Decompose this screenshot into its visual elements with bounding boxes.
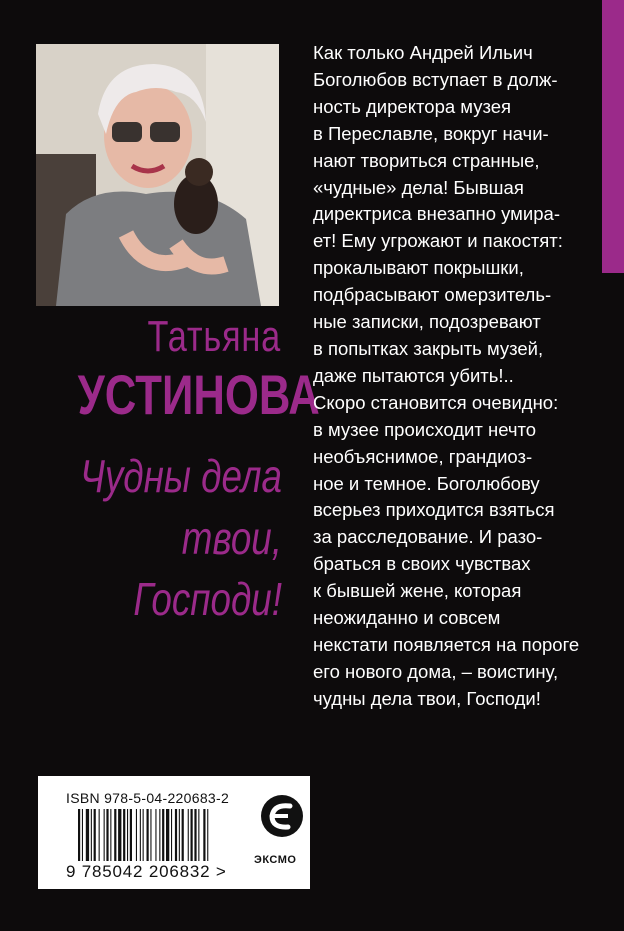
eksmo-logo-icon — [260, 794, 304, 838]
description-line: чудны дела твои, Господи! — [313, 687, 541, 709]
book-title-line-1: Чудны дела — [80, 450, 283, 502]
book-title-line-2: твои, — [181, 512, 282, 564]
description-line: браться в своих чувствах — [313, 553, 531, 575]
description-line: ет! Ему угрожают и пакостят: — [313, 230, 563, 252]
author-photo-illustration — [36, 44, 279, 306]
book-description — [313, 40, 593, 713]
description-line: в попытках закрыть музей, — [313, 337, 544, 359]
description-line: подбрасывают омерзитель- — [313, 284, 552, 306]
description-line: к бывшей жене, которая — [313, 580, 522, 602]
description-line: ность директора музея — [313, 95, 512, 117]
barcode-icon — [78, 809, 258, 861]
description-line: нают твориться странные, — [313, 149, 540, 171]
barcode-digits: 9 785042 206832 > — [66, 862, 227, 881]
description-line: его нового дома, – воистину, — [313, 660, 559, 682]
author-first-name: Татьяна — [147, 312, 281, 361]
description-line: Скоро становится очевидно: — [313, 391, 559, 413]
description-line: в музее происходит нечто — [313, 418, 537, 440]
description-line: Боголюбов вступает в долж- — [313, 68, 558, 90]
description-line: директриса внезапно умира- — [313, 203, 560, 225]
author-photo — [36, 44, 279, 306]
isbn-label: ISBN 978-5-04-220683-2 — [66, 790, 230, 806]
description-line: ные записки, подозревают — [313, 311, 541, 333]
description-line: «чудные» дела! Бывшая — [313, 176, 524, 198]
description-line: даже пытаются убить!.. — [313, 364, 514, 386]
spine-accent-strip — [602, 0, 624, 273]
description-line: за расследование. И разо- — [313, 526, 543, 548]
description-line: в Переславле, вокруг начи- — [313, 122, 549, 144]
author-last-name: УСТИНОВА — [77, 363, 320, 426]
description-line: всерьез приходится взяться — [313, 499, 555, 521]
publisher-name: ЭКСМО — [254, 854, 297, 866]
description-line: некстати появляется на пороге — [313, 633, 580, 655]
description-line: ное и темное. Боголюбову — [313, 472, 540, 494]
book-title-line-3: Господи! — [133, 573, 282, 625]
description-line: необъяснимое, грандиоз- — [313, 445, 533, 467]
description-line: неожиданно и совсем — [313, 607, 501, 629]
description-line: Как только Андрей Ильич — [313, 42, 533, 63]
barcode-panel — [38, 776, 310, 889]
description-line: прокалывают покрышки, — [313, 257, 524, 279]
